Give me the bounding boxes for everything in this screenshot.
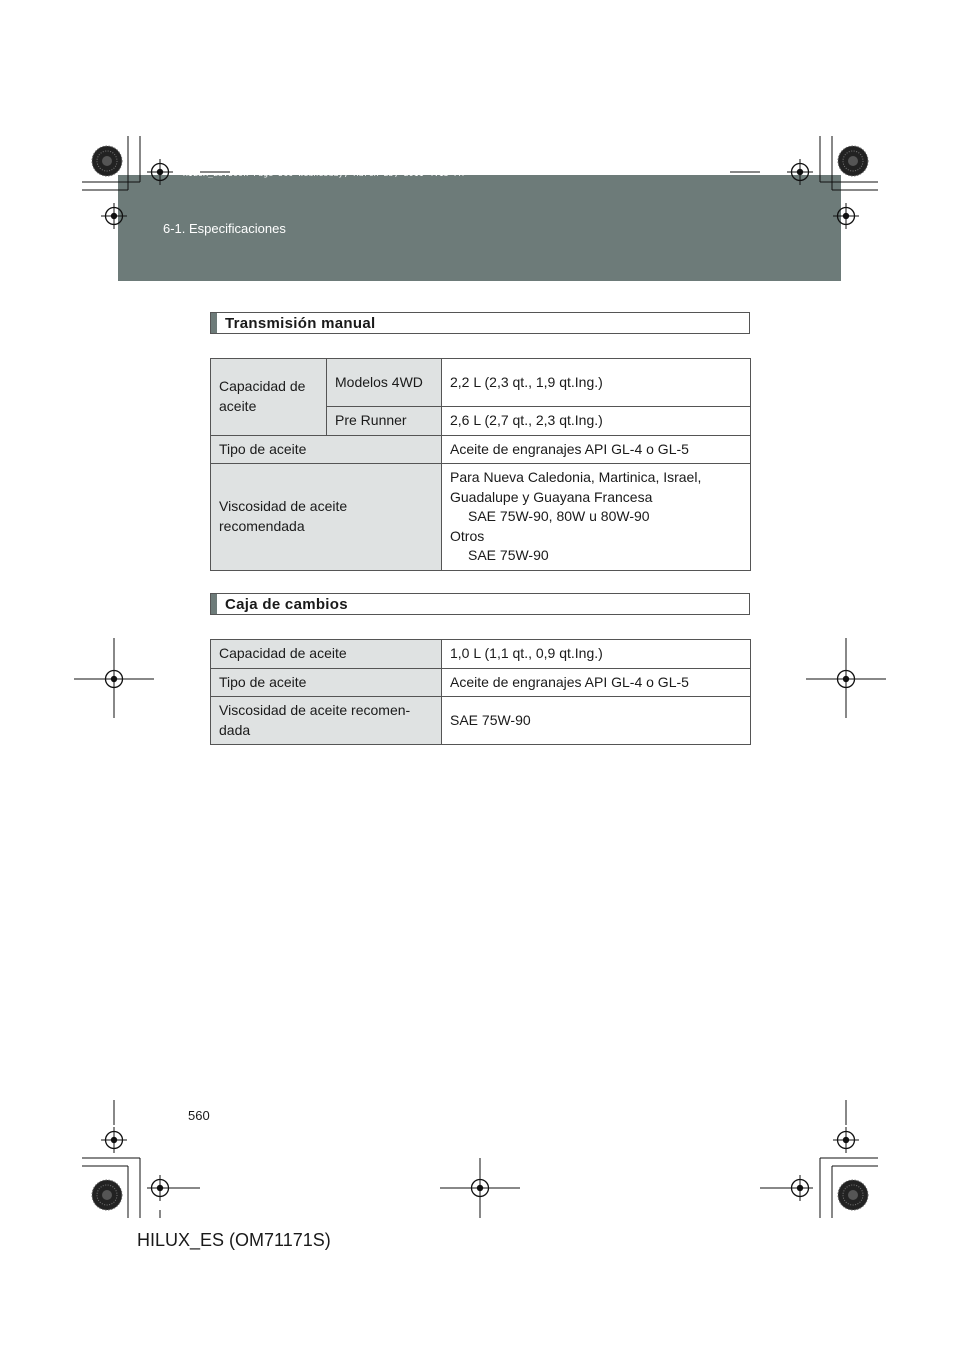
crop-cross-icon <box>787 159 813 185</box>
oil-type-value: Aceite de engranajes API GL-4 o GL-5 <box>442 668 751 697</box>
document-code: HILUX_ES (OM71171S) <box>137 1230 331 1250</box>
crop-cross-icon <box>787 1175 813 1201</box>
crop-wheel-icon <box>838 146 868 176</box>
crop-cross-icon <box>101 1127 127 1153</box>
models-4wd-value: 2,2 L (2,3 qt., 1,9 qt.Ing.) <box>442 359 751 407</box>
table-row <box>211 464 751 571</box>
pre-runner-label: Pre Runner <box>327 407 442 436</box>
table-row <box>211 668 751 697</box>
crop-cross-icon <box>147 1175 173 1201</box>
oil-type-value: Aceite de engranajes API GL-4 o GL-5 <box>442 435 751 464</box>
crop-cross-icon <box>833 1127 859 1153</box>
heading-text: Transmisión manual <box>225 315 376 332</box>
table-row <box>211 435 751 464</box>
viscosity-value: SAE 75W-90 <box>442 697 751 745</box>
oil-capacity-label: Capacidad de aceite <box>211 359 327 436</box>
crop-wheel-icon <box>92 146 122 176</box>
viscosity-value <box>442 464 751 571</box>
viscosity-label: Viscosidad de aceite recomendada <box>211 464 442 571</box>
crop-wheel-icon <box>838 1180 868 1210</box>
oil-capacity-value: 1,0 L (1,1 qt., 0,9 qt.Ing.) <box>442 640 751 669</box>
oil-capacity-label: Capacidad de aceite <box>211 640 442 669</box>
models-4wd-label: Modelos 4WD <box>327 359 442 407</box>
manual-transmission-table <box>210 358 751 571</box>
table-row <box>211 640 751 669</box>
crop-cross-icon <box>101 203 127 229</box>
section-heading-manual-transmission <box>210 312 750 334</box>
crop-wheel-icon <box>92 1180 122 1210</box>
oil-type-label: Tipo de aceite <box>211 668 442 697</box>
section-heading-transfer-case <box>210 593 750 615</box>
viscosity-label: Viscosidad de aceite recomen-dada <box>211 697 442 745</box>
heading-accent-bar <box>211 594 217 614</box>
transfer-case-table <box>210 639 751 745</box>
crop-cross-icon <box>147 159 173 185</box>
heading-text: Caja de cambios <box>225 596 348 613</box>
viscosity-region-1: Para Nueva Caledonia, Martinica, Israel, Guadalupe y Guayana Francesa <box>450 469 702 505</box>
table-row <box>211 697 751 745</box>
oil-type-label: Tipo de aceite <box>211 435 442 464</box>
viscosity-region-2-value: SAE 75W-90 <box>468 547 549 563</box>
heading-accent-bar <box>211 313 217 333</box>
table-row <box>211 359 751 407</box>
page-number: 560 <box>188 1108 210 1123</box>
book-stamp: HILUX_ES.book Page 560 Wednesday, March 23, 2011 4:15 PM <box>183 169 464 178</box>
viscosity-region-2: Otros <box>450 527 485 544</box>
crop-cross-icon <box>833 203 859 229</box>
pre-runner-value: 2,6 L (2,7 qt., 2,3 qt.Ing.) <box>442 407 751 436</box>
section-title: 6-1. Especificaciones <box>163 221 286 236</box>
viscosity-region-1-value: SAE 75W-90, 80W u 80W-90 <box>468 508 650 524</box>
